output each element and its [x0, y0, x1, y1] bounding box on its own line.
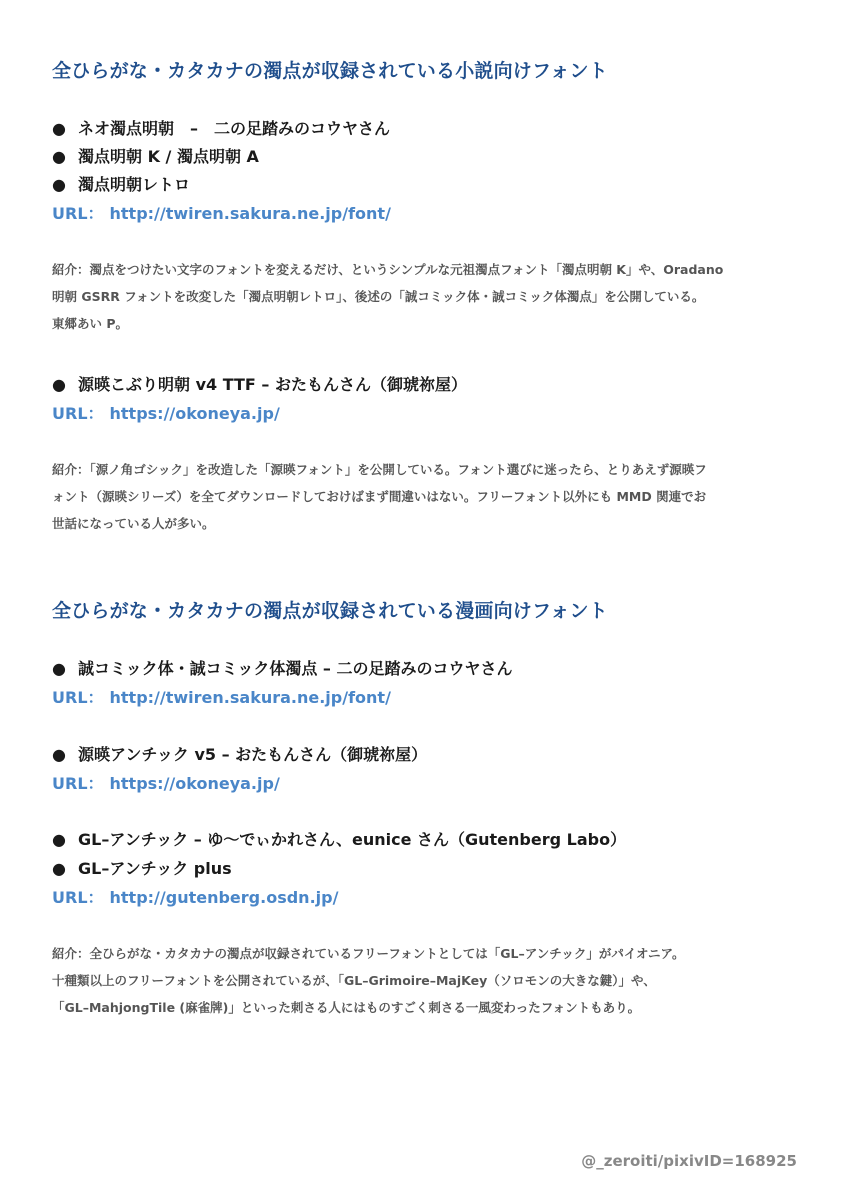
- font-item: ● 源暎アンチック v5 – おたもんさん（御琥祢屋）: [52, 745, 428, 764]
- bullet-icon: ●: [52, 745, 66, 764]
- url-link[interactable]: https://okoneya.jp/: [109, 404, 280, 423]
- url-label: URL：: [52, 688, 104, 707]
- font-item: ● 濁点明朝 K / 濁点明朝 A: [52, 147, 259, 166]
- bullet-icon: ●: [52, 175, 66, 194]
- bullet-icon: ●: [52, 375, 66, 394]
- description: 紹介：全ひらがな・カタカナの濁点が収録されているフリーフォントとしては「GL–アンチック」がパイオニア。 十種類以上のフリーフォントを公開されているが、「GL–Grimoire–MajKey（ソロモンの大きな鍵）」や、 「GL–MahjongTile (麻雀牌)」といった刺さる人にはものすごく刺さる一風変わったフォントもあり。: [52, 946, 685, 1015]
- font-item: ● 誠コミック体・誠コミック体濁点 – 二の足踏みのコウヤさん: [52, 659, 513, 678]
- bullet-icon: ●: [52, 859, 66, 878]
- url-label: URL：: [52, 204, 104, 223]
- bullet-icon: ●: [52, 830, 66, 849]
- font-item: ● GL–アンチック – ゆ〜でぃかれさん、eunice さん（Gutenberg Labo）: [52, 830, 627, 849]
- author-credit: @_zeroiti/pixivID=168925: [581, 1152, 797, 1170]
- bullet-icon: ●: [52, 119, 66, 138]
- url-link[interactable]: http://twiren.sakura.ne.jp/font/: [109, 688, 391, 707]
- url-label: URL：: [52, 774, 104, 793]
- url-link[interactable]: http://gutenberg.osdn.jp/: [109, 888, 339, 907]
- font-item: ● ネオ濁点明朝 – 二の足踏みのコウヤさん: [52, 119, 391, 138]
- url-line: [52, 771, 280, 794]
- url-label: URL：: [52, 404, 104, 423]
- description: 紹介：「源ノ角ゴシック」を改造した「源暎フォント」を公開している。フォント選びに迷ったら、とりあえず源暎フ ォント（源暎シリーズ）を全てダウンロードしておけばまず間違いはない。フリーフォント以外にも MMD 関連でお 世話になっている人が多い。: [52, 462, 707, 531]
- url-label: URL：: [52, 888, 104, 907]
- bullet-icon: ●: [52, 659, 66, 678]
- bullet-icon: ●: [52, 147, 66, 166]
- section-heading-manga-fonts: 全ひらがな・カタカナの濁点が収録されている漫画向けフォント: [52, 600, 608, 622]
- url-line: [52, 885, 338, 908]
- section-heading-novel-fonts: 全ひらがな・カタカナの濁点が収録されている小説向けフォント: [52, 60, 608, 82]
- url-line: [52, 685, 391, 708]
- url-line: [52, 401, 280, 424]
- description: 紹介：濁点をつけたい文字のフォントを変えるだけ、というシンプルな元祖濁点フォント「濁点明朝 K」や、Oradano 明朝 GSRR フォントを改変した「濁点明朝レトロ」、後述の「誠コミック体・誠コミック体濁点」を公開している。 東郷あい P。: [52, 262, 724, 331]
- font-item: ● 源暎こぶり明朝 v4 TTF – おたもんさん（御琥祢屋）: [52, 375, 467, 394]
- url-link[interactable]: https://okoneya.jp/: [109, 774, 280, 793]
- font-item: ● GL–アンチック plus: [52, 859, 232, 878]
- url-link[interactable]: http://twiren.sakura.ne.jp/font/: [109, 204, 391, 223]
- font-item: ● 濁点明朝レトロ: [52, 175, 191, 194]
- url-line: [52, 201, 391, 224]
